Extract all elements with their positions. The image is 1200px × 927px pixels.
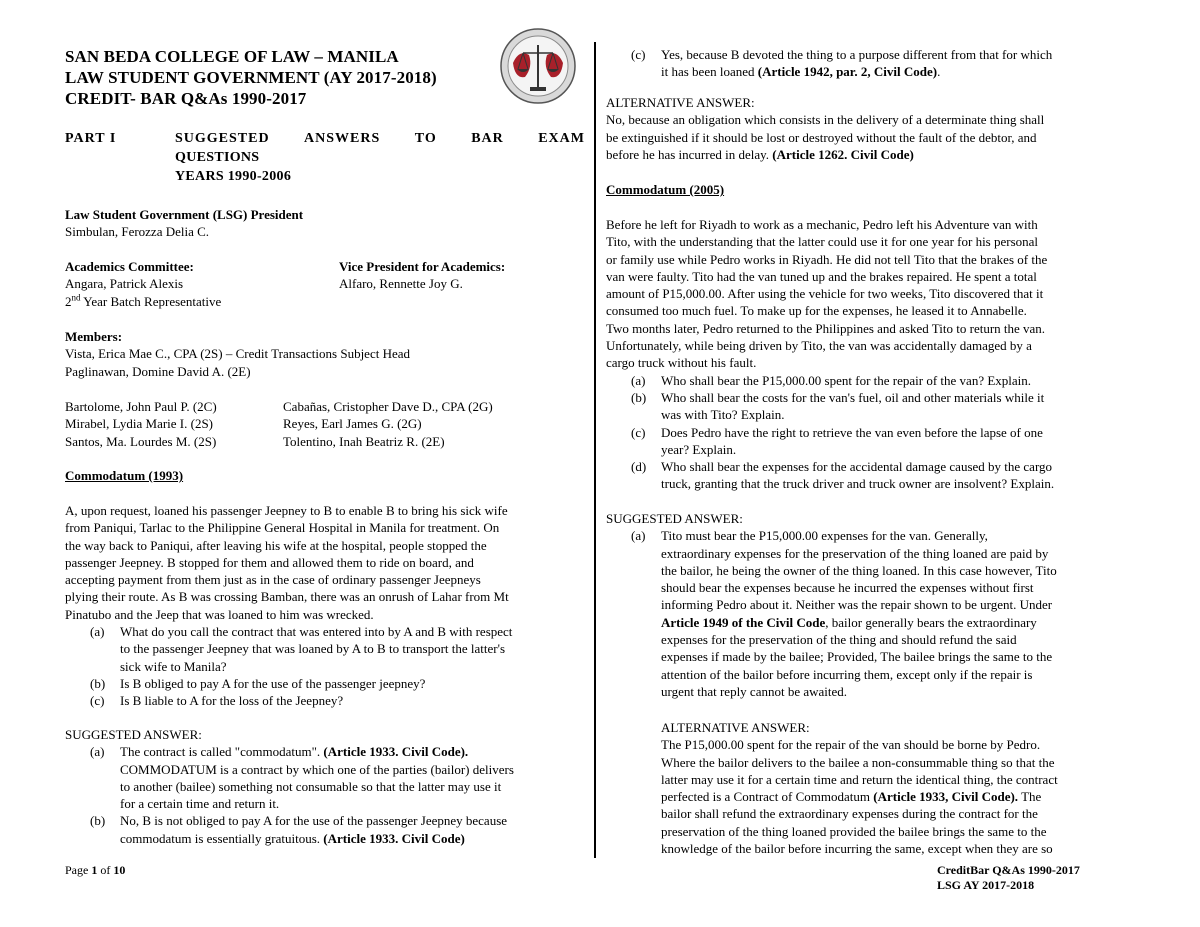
footer-subtitle: LSG AY 2017-2018 — [937, 878, 1035, 892]
answer-list — [606, 527, 1121, 700]
member-line: Cabañas, Cristopher Dave D., CPA (2G) — [283, 399, 493, 414]
page-current: 1 — [91, 863, 98, 877]
item-marker: (c) — [631, 47, 646, 62]
article-citation: (Article 1942, par. 2, Civil Code) — [757, 64, 938, 80]
question-line: plying their route. As B was crossing Bamban, there was an onrush of Lahar from Mt — [65, 589, 509, 605]
item-marker: (b) — [90, 813, 106, 829]
column-divider — [594, 42, 596, 858]
item-line: Is B obliged to pay A for the use of the passenger jeepney? — [120, 675, 426, 691]
answer-text: it has been loaned — [661, 64, 758, 80]
commodatum-2005-question — [606, 216, 1121, 493]
item-line: for a certain time and return it. — [120, 796, 280, 812]
item-line: to another (bailee) something not consumable so that the latter may use it — [120, 778, 502, 794]
question-line: Tito, with the understanding that the latter could use it for one year for his personal — [606, 234, 1039, 250]
answer-line — [606, 146, 1121, 163]
article-citation: (Article 1933. Civil Code). — [323, 744, 469, 760]
item-line: Who shall bear the costs for the van's fuel, oil and other materials while it — [661, 389, 1045, 405]
part-word: EXAM — [538, 131, 585, 146]
item-line: was with Tito? Explain. — [661, 407, 785, 423]
article-citation: (Article 1933, Civil Code). — [873, 789, 1019, 805]
answer-line: The P15,000.00 spent for the repair of the van should be borne by Pedro. — [661, 737, 1041, 753]
question-line: from Paniqui, Tarlac to the Philippine General Hospital in Manila for treatment. On — [65, 520, 500, 536]
item-marker: (a) — [90, 624, 105, 640]
answer-text: . — [937, 64, 941, 80]
member-line: Paglinawan, Domine David A. (2E) — [65, 363, 251, 379]
answer-line: preservation of the thing loaned provided the bailee brings the same to the — [661, 823, 1047, 839]
members-grid — [65, 398, 585, 450]
member-line: Bartolome, John Paul P. (2C) — [65, 399, 217, 414]
commodatum-1993-answer-cont — [606, 46, 1121, 81]
item-marker: (c) — [90, 693, 105, 709]
president-title: Law Student Government (LSG) President — [65, 207, 304, 222]
question-line: amount of P15,000.00. After using the vehicle for two weeks, Tito discovered that it — [606, 286, 1044, 302]
item-line: Yes, because B devoted the thing to a purpose different from that for which — [661, 47, 1053, 62]
commodatum-1993-answer — [65, 726, 585, 847]
list-item — [606, 389, 1121, 424]
item-line — [661, 614, 1121, 631]
batch-rep-text: Year Batch Representative — [80, 293, 222, 309]
batch-representative — [65, 293, 335, 310]
question-line: passenger Jeepney. B stopped for them and allowed them to ride on board, and — [65, 554, 474, 570]
item-marker: (d) — [631, 459, 647, 475]
commodatum-2005-answer — [606, 510, 1121, 700]
item-line: year? Explain. — [661, 441, 737, 457]
answer-text: , bailor generally bears the extraordinary — [825, 614, 1037, 630]
member-line: Reyes, Earl James G. (2G) — [283, 416, 422, 432]
item-line: Who shall bear the P15,000.00 spent for the repair of the van? Explain. — [661, 372, 1032, 388]
part-word: SUGGESTED — [175, 131, 270, 146]
header-line-1: SAN BEDA COLLEGE OF LAW – MANILA — [65, 47, 399, 66]
part-word: BAR — [471, 131, 504, 146]
article-citation: (Article 1262. Civil Code) — [772, 146, 914, 162]
question-list — [65, 623, 585, 709]
footer-title: CreditBar Q&As 1990-2017 — [937, 863, 1080, 877]
academics-committee — [65, 258, 335, 310]
answer-text: perfected is a Contract of Commodatum — [661, 789, 874, 805]
answer-text: before he has incurred in delay. — [606, 146, 773, 162]
item-line: COMMODATUM is a contract by which one of the parties (bailor) delivers — [120, 761, 514, 777]
answer-line: bailor shall refund the extraordinary expenses during the contract for the — [661, 806, 1038, 822]
answer-list — [606, 46, 1121, 81]
answer-list — [65, 743, 585, 847]
item-line: No, B is not obliged to pay A for the use of the passenger Jeepney because — [120, 813, 508, 829]
list-item — [606, 527, 1121, 700]
question-line: the way back to Paniqui, after leaving his wife at the hospital, people stopped the — [65, 537, 487, 553]
item-line: urgent that reply cannot be awaited. — [661, 683, 848, 699]
answer-label: SUGGESTED ANSWER: — [65, 727, 202, 742]
part-title-line-3: YEARS 1990-2006 — [175, 169, 292, 184]
question-line: Two months later, Pedro returned to the Philippines and asked Tito to return the van. — [606, 320, 1046, 336]
alternative-answer-2005 — [661, 719, 1121, 857]
item-line: informing Pedro about it. Neither was the repair shown to be urgent. Under — [661, 597, 1053, 613]
item-line: should bear the expenses because he incurred the expenses without first — [661, 580, 1034, 596]
academics-title: Academics Committee: — [65, 259, 194, 274]
header-line-2: LAW STUDENT GOVERNMENT (AY 2017-2018) — [65, 68, 437, 87]
item-line: attention of the bailor before incurring them, except only if the repair is — [661, 666, 1033, 682]
section-heading: Commodatum (2005) — [606, 182, 725, 197]
question-line: cargo truck without his fault. — [606, 355, 757, 371]
list-item — [65, 743, 585, 812]
list-item — [65, 812, 585, 847]
part-word: ANSWERS — [304, 131, 381, 146]
page-total: 10 — [113, 863, 126, 877]
item-line — [120, 743, 585, 760]
item-marker: (b) — [631, 389, 647, 405]
question-line: Before he left for Riyadh to work as a mechanic, Pedro left his Adventure van with — [606, 217, 1038, 232]
answer-line — [661, 788, 1121, 805]
commodatum-2005-heading — [606, 181, 1121, 198]
batch-rep-number: 2 — [65, 293, 72, 309]
question-line: A, upon request, loaned his passenger Jeepney to B to enable B to bring his sick wife — [65, 503, 508, 518]
item-marker: (c) — [631, 424, 646, 440]
item-line — [120, 830, 585, 847]
vp-academics — [339, 258, 585, 293]
lsg-seal-logo — [499, 27, 577, 105]
list-item — [65, 623, 585, 675]
answer-text: The contract is called "commodatum". — [120, 744, 324, 760]
page-number — [65, 863, 125, 878]
article-citation: (Article 1933. Civil Code) — [323, 830, 465, 846]
answer-label: SUGGESTED ANSWER: — [606, 511, 743, 526]
item-line: truck, granting that the truck driver and truck owner are insolvent? Explain. — [661, 476, 1055, 492]
part-title-line-1 — [175, 129, 585, 148]
academics-name: Angara, Patrick Alexis — [65, 276, 184, 292]
part-word: TO — [414, 131, 437, 146]
item-line: sick wife to Manila? — [120, 658, 227, 674]
item-line: Tito must bear the P15,000.00 expenses for the van. Generally, — [661, 528, 988, 544]
question-line: or family use while Pedro works in Riyadh. He did not tell Tito that the brakes of the — [606, 251, 1048, 267]
question-line: consumed too much fuel. To make up for the expenses, he leased it to Annabelle. — [606, 303, 1027, 319]
president-name: Simbulan, Ferozza Delia C. — [65, 224, 210, 240]
member-line: Mirabel, Lydia Marie I. (2S) — [65, 416, 214, 432]
question-list — [606, 372, 1121, 493]
item-marker: (a) — [631, 528, 646, 544]
answer-text: The — [1018, 789, 1042, 805]
vp-title: Vice President for Academics: — [339, 259, 506, 274]
list-item — [65, 675, 585, 692]
answer-line: knowledge of the bailor before incurring the same, except when they are so — [661, 841, 1053, 857]
list-item — [606, 46, 1121, 81]
item-line: the bailor, he being the owner of the thing loaned. In this case however, Tito — [661, 562, 1057, 578]
item-line: Does Pedro have the right to retrieve the van even before the lapse of one — [661, 424, 1043, 440]
item-marker: (b) — [90, 675, 106, 691]
header-line-3: CREDIT- BAR Q&As 1990-2017 — [65, 89, 307, 108]
item-line: expenses for the preservation of the thing and should refund the said — [661, 632, 1017, 648]
item-marker: (a) — [90, 744, 105, 760]
item-line: Who shall bear the expenses for the accidental damage caused by the cargo — [661, 459, 1053, 475]
item-line: What do you call the contract that was entered into by A and B with respect — [120, 624, 513, 640]
answer-line: be extinguished if it should be lost or destroyed without the fault of the debtor, and — [606, 129, 1037, 145]
item-line: extraordinary expenses for the preservation of the thing loaned are paid by — [661, 545, 1049, 561]
officers-section — [65, 206, 585, 241]
page-of: of — [97, 863, 114, 877]
member-head: Vista, Erica Mae C., CPA (2S) – Credit Transactions Subject Head — [65, 346, 411, 362]
question-line: accepting payment from them just as in the case of ordinary passenger Jeepneys — [65, 572, 481, 588]
alternative-answer-1993 — [606, 94, 1121, 163]
batch-rep-suffix: nd — [71, 292, 81, 303]
list-item — [606, 372, 1121, 389]
document-header — [65, 46, 437, 109]
member-line: Tolentino, Inah Beatriz R. (2E) — [283, 433, 445, 449]
answer-line: latter may use it for a certain time and return the identical thing, the contract — [661, 771, 1058, 787]
footer-right — [937, 863, 1080, 893]
members-section — [65, 328, 585, 380]
list-item — [606, 458, 1121, 493]
member-line: Santos, Ma. Lourdes M. (2S) — [65, 433, 217, 449]
item-line: Is B liable to A for the loss of the Jeepney? — [120, 693, 344, 709]
answer-line: No, because an obligation which consists in the delivery of a determinate thing shall — [606, 112, 1045, 128]
item-marker: (a) — [631, 372, 646, 388]
list-item — [65, 692, 585, 709]
list-item — [606, 424, 1121, 459]
answer-label: ALTERNATIVE ANSWER: — [606, 95, 755, 110]
part-label: PART I — [65, 131, 117, 146]
commodatum-1993-heading — [65, 467, 585, 484]
item-line — [661, 63, 1121, 80]
answer-line: Where the bailor delivers to the bailee a non-consummable thing so that the — [661, 754, 1055, 770]
item-line: expenses if made by the bailee; Provided, The bailee brings the same to the — [661, 649, 1053, 665]
question-line: Pinatubo and the Jeep that was loaned to him was wrecked. — [65, 606, 374, 622]
members-title: Members: — [65, 329, 123, 344]
vp-name: Alfaro, Rennette Joy G. — [339, 276, 463, 292]
answer-text: commodatum is essentially gratuitous. — [120, 830, 324, 846]
part-title-line-2: QUESTIONS — [175, 150, 260, 165]
item-line: to the passenger Jeepney that was loaned by A to B to transport the latter's — [120, 641, 506, 657]
section-heading: Commodatum (1993) — [65, 468, 184, 483]
commodatum-1993-question — [65, 502, 585, 710]
answer-label: ALTERNATIVE ANSWER: — [661, 720, 810, 735]
question-line: Unfortunately, while being driven by Tito, the van was accidentally damaged by a — [606, 338, 1032, 354]
page-prefix: Page — [65, 863, 92, 877]
question-line: van were faulty. Tito had the van tuned up and the brakes repaired. He spent a total — [606, 268, 1037, 284]
article-citation: Article 1949 of the Civil Code — [661, 614, 826, 630]
